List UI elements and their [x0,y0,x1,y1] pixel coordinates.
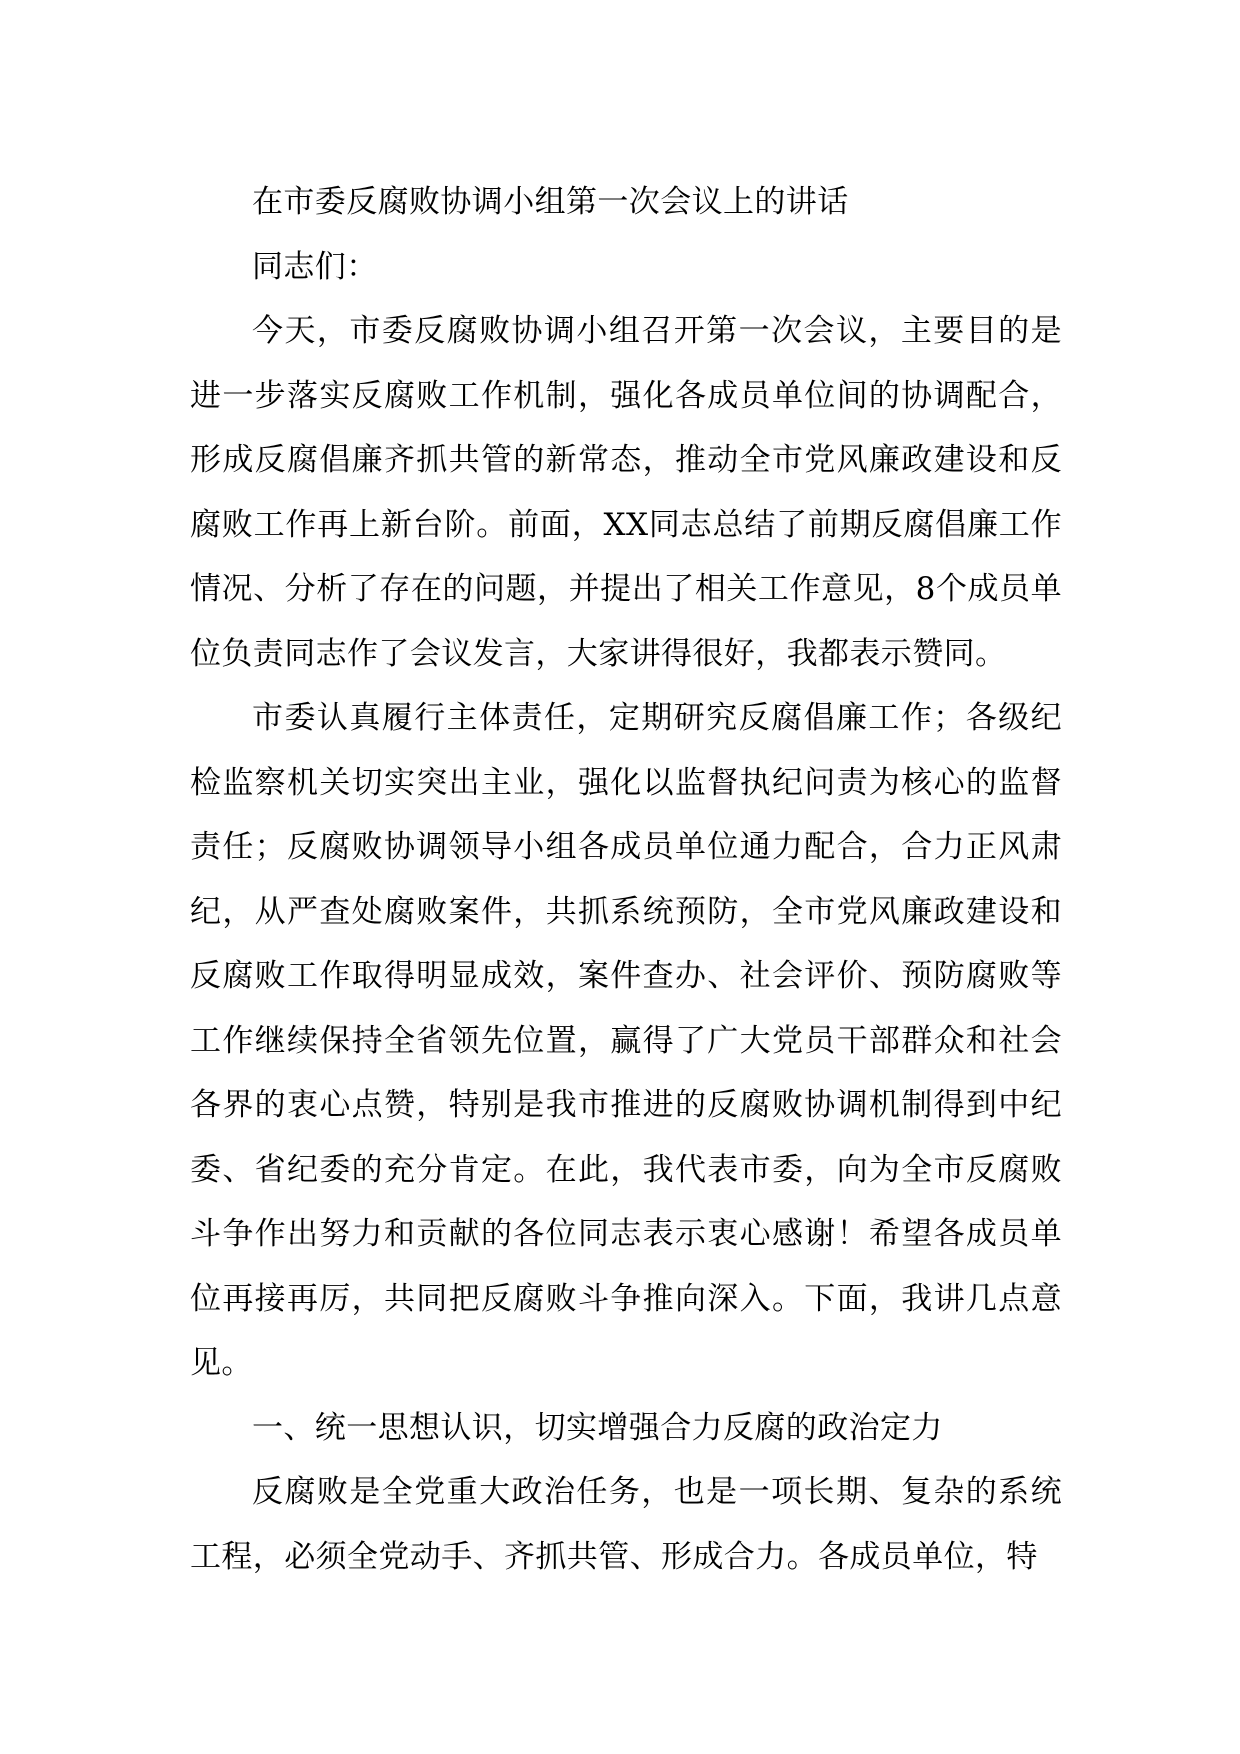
paragraph-intro: 今天，市委反腐败协调小组召开第一次会议，主要目的是进一步落实反腐败工作机制，强化各成员单位间的协调配合，形成反腐倡廉齐抓共管的新常态，推动全市党风廉政建设和反腐败工作再上新台阶。前面，XX同志总结了前期反腐倡廉工作情况、分析了存在的问题，并提出了相关工作意见，8个成员单位负责同志作了会议发言，大家讲得很好，我都表示赞同。 [190,313,1062,672]
document-title: 在市委反腐败协调小组第一次会议上的讲话 [252,184,849,220]
paragraph-section-1: 反腐败是全党重大政治任务，也是一项长期、复杂的系统工程，必须全党动手、齐抓共管、形成合力。各成员单位，特 [190,1474,1062,1575]
section-heading-1: 一、统一思想认识，切实增强合力反腐的政治定力 [252,1409,943,1446]
document-body [190,170,1062,1589]
paragraph-achievements: 市委认真履行主体责任，定期研究反腐倡廉工作；各级纪检监察机关切实突出主业，强化以监督执纪问责为核心的监督责任；反腐败协调领导小组各成员单位通力配合，合力正风肃纪，从严查处腐败案件，共抓系统预防，全市党风廉政建设和反腐败工作取得明显成效，案件查办、社会评价、预防腐败等工作继续保持全省领先位置，赢得了广大党员干部群众和社会各界的衷心点赞，特别是我市推进的反腐败协调机制得到中纪委、省纪委的充分肯定。在此，我代表市委，向为全市反腐败斗争作出努力和贡献的各位同志表示衷心感谢！希望各成员单位再接再厉，共同把反腐败斗争推向深入。下面，我讲几点意见。 [190,700,1062,1381]
salutation: 同志们： [252,248,378,285]
